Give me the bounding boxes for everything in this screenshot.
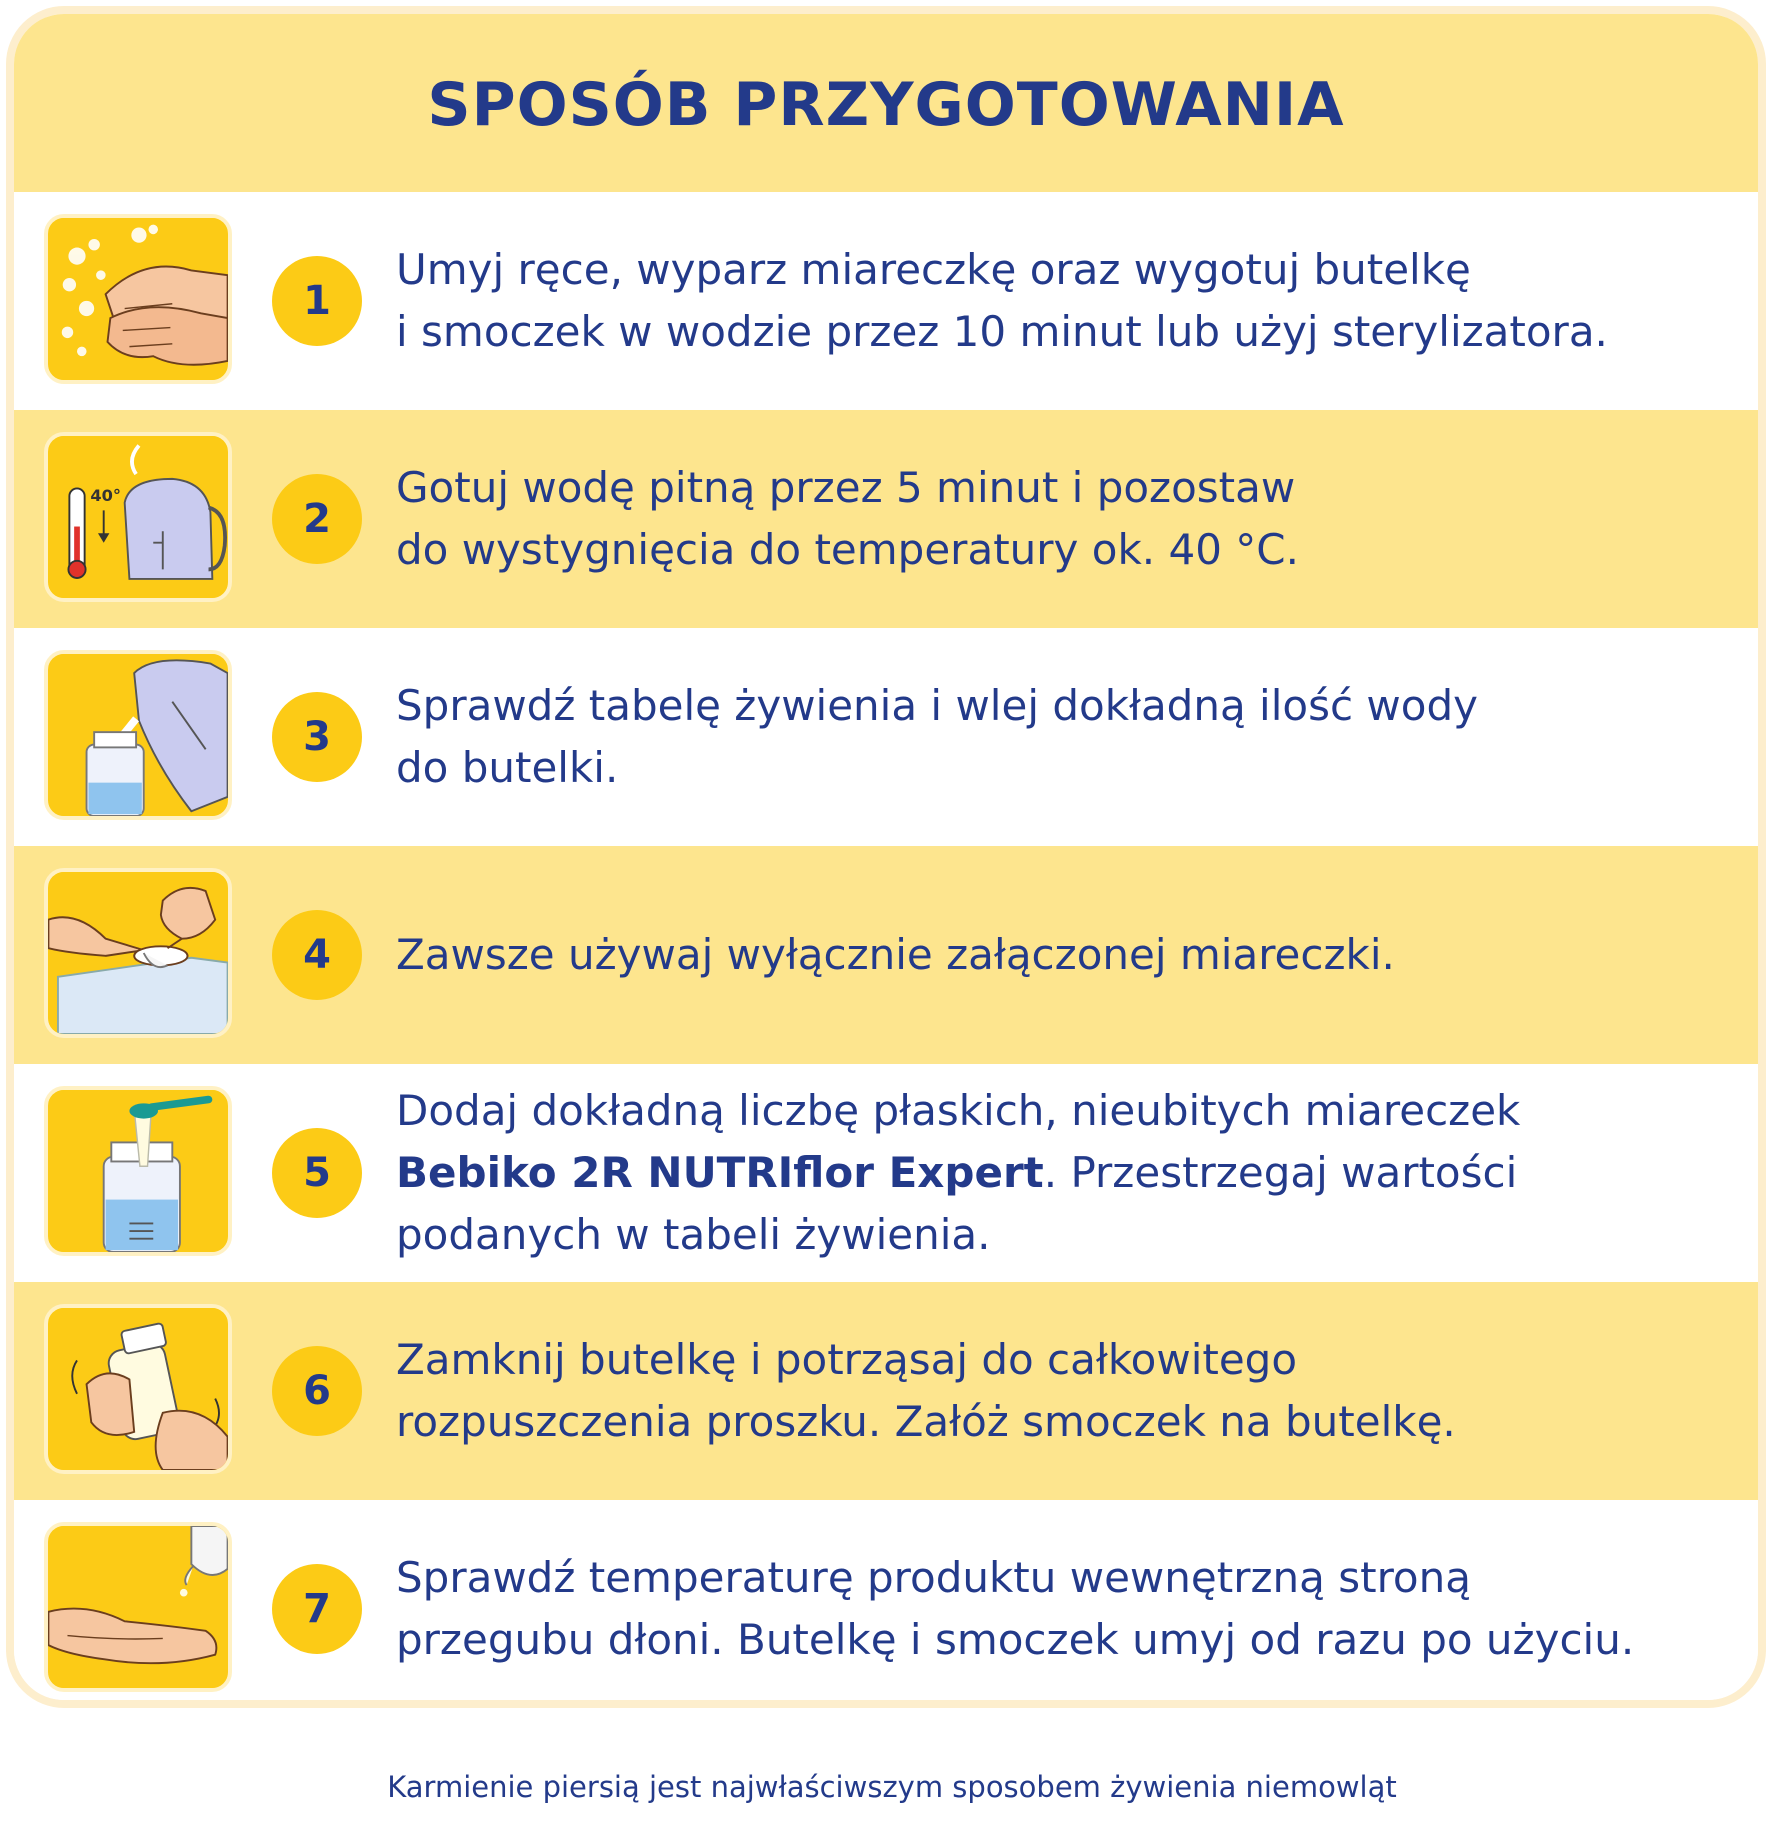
step-text — [396, 1547, 1738, 1671]
thermometer-label: 40° — [90, 485, 121, 505]
shaking-bottle-icon — [44, 1304, 232, 1474]
step-text-line: do butelki. — [396, 743, 619, 792]
step-text — [396, 675, 1738, 799]
instructions-card — [6, 6, 1766, 1708]
step-4 — [14, 846, 1758, 1064]
step-1 — [14, 192, 1758, 410]
step-number: 2 — [272, 474, 362, 564]
step-text-line: Zawsze używaj wyłącznie załączonej miareczki. — [396, 930, 1395, 979]
step-text-line: Zamknij butelkę i potrząsaj do całkowitego — [396, 1335, 1298, 1384]
temperature-check-icon — [44, 1522, 232, 1692]
step-3 — [14, 628, 1758, 846]
step-text — [396, 457, 1738, 581]
step-6 — [14, 1282, 1758, 1500]
step-text — [396, 1329, 1738, 1453]
page-title: SPOSÓB PRZYGOTOWANIA — [427, 70, 1345, 140]
step-number: 1 — [272, 256, 362, 346]
step-number: 7 — [272, 1564, 362, 1654]
step-text-line: Sprawdź tabelę żywienia i wlej dokładną ilość wody — [396, 681, 1478, 730]
step-text — [396, 1080, 1738, 1266]
hand-washing-icon — [44, 214, 232, 384]
step-text-line: rozpuszczenia proszku. Załóż smoczek na butelkę. — [396, 1397, 1456, 1446]
step-text-fragment: . Przestrzegaj wartości — [1043, 1148, 1518, 1197]
product-name: Bebiko 2R NUTRIflor Expert — [396, 1148, 1044, 1197]
step-text-line: podanych w tabeli żywienia. — [396, 1210, 991, 1259]
header — [14, 14, 1758, 192]
step-number: 4 — [272, 910, 362, 1000]
step-text-line — [396, 1142, 1738, 1204]
step-7 — [14, 1500, 1758, 1708]
step-number: 5 — [272, 1128, 362, 1218]
step-text-line: przegubu dłoni. Butelkę i smoczek umyj od razu po użyciu. — [396, 1615, 1635, 1664]
step-text-line: Dodaj dokładną liczbę płaskich, nieubitych miareczek — [396, 1086, 1521, 1135]
kettle-thermometer-icon — [44, 432, 232, 602]
step-2 — [14, 410, 1758, 628]
step-text — [396, 239, 1738, 363]
pouring-water-icon — [44, 650, 232, 820]
adding-powder-icon — [44, 1086, 232, 1256]
step-5 — [14, 1064, 1758, 1282]
step-text-line: i smoczek w wodzie przez 10 minut lub użyj sterylizatora. — [396, 307, 1608, 356]
step-text-line: Sprawdź temperaturę produktu wewnętrzną stroną — [396, 1553, 1471, 1602]
step-text-line: Umyj ręce, wyparz miareczkę oraz wygotuj butelkę — [396, 245, 1471, 294]
step-text-line: Gotuj wodę pitną przez 5 minut i pozostaw — [396, 463, 1296, 512]
step-number: 6 — [272, 1346, 362, 1436]
measuring-scoop-icon — [44, 868, 232, 1038]
steps-list — [14, 192, 1758, 1708]
step-text-line: do wystygnięcia do temperatury ok. 40 °C. — [396, 525, 1299, 574]
step-number: 3 — [272, 692, 362, 782]
footer-note: Karmienie piersią jest najwłaściwszym sposobem żywienia niemowląt — [387, 1770, 1397, 1804]
step-text — [396, 924, 1738, 986]
